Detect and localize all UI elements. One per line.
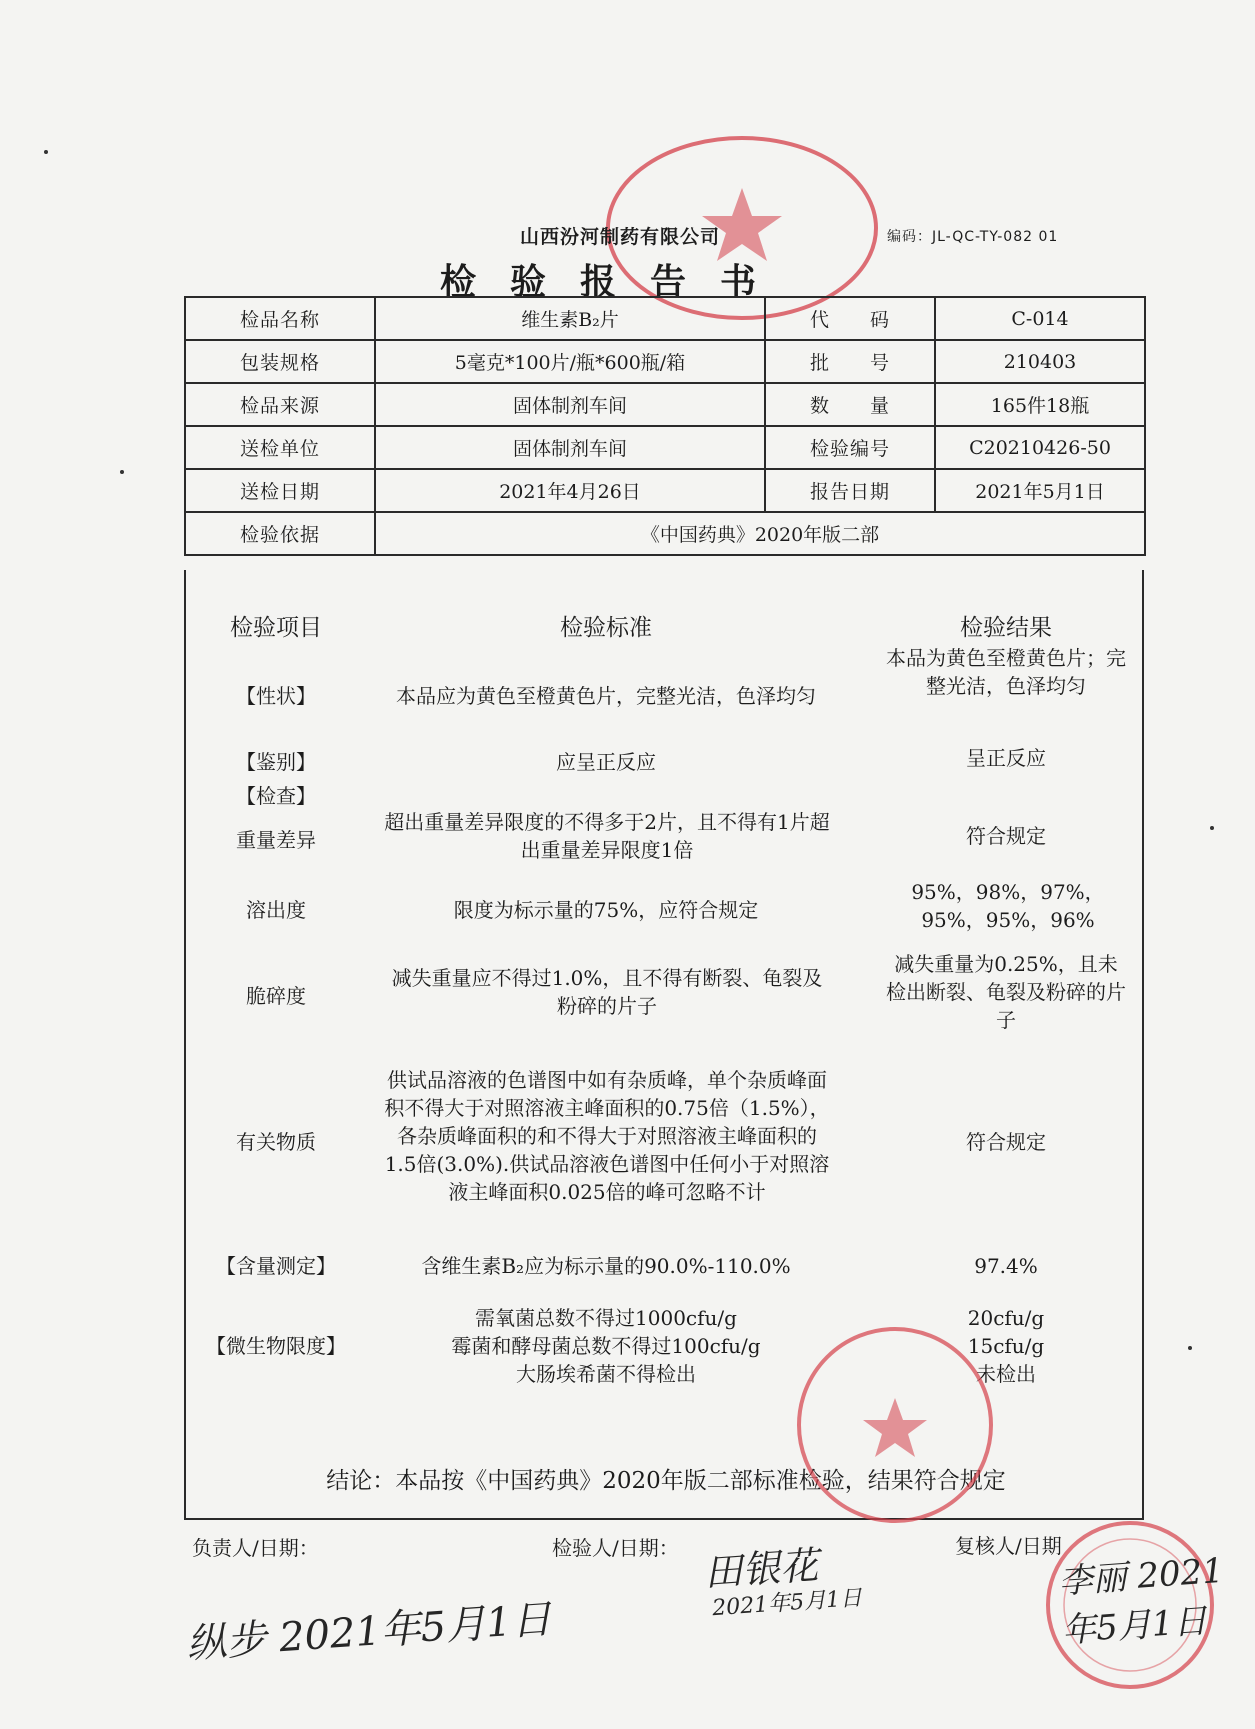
standard-appearance: 本品应为黄色至橙黄色片，完整光洁，色泽均匀 (396, 684, 816, 708)
info-value: 固体制剂车间 (375, 426, 765, 469)
item-microbial-limit: 【微生物限度】 (206, 1334, 346, 1358)
info-value: 5毫克*100片/瓶*600瓶/箱 (375, 340, 765, 383)
conclusion: 结论：本品按《中国药典》2020年版二部标准检验，结果符合规定 (326, 1468, 1006, 1494)
inspector-date: 2021年5月1日 (711, 1585, 863, 1622)
result-weight-variation: 符合规定 (966, 824, 1046, 848)
reviewer-label: 复核人/日期 (955, 1534, 1062, 1558)
standard-microbial-ecoli: 大肠埃希菌不得检出 (516, 1362, 696, 1386)
item-assay: 【含量测定】 (216, 1254, 336, 1278)
reviewer-signature: 李丽 2021年5月1日 (1057, 1550, 1226, 1652)
result-dissolution: 95%，98%，97%，95%，95%，96% (911, 880, 1105, 932)
item-friability: 脆碎度 (246, 984, 306, 1008)
standard-dissolution: 限度为标示量的75%，应符合规定 (453, 898, 759, 922)
inspector-label: 检验人/日期： (552, 1536, 679, 1560)
result-friability: 减失重量为0.25%，且未检出断裂、龟裂及粉碎的片子 (886, 952, 1126, 1032)
result-microbial-ecoli: 未检出 (976, 1362, 1036, 1386)
column-header-standard: 检验标准 (560, 615, 652, 641)
scan-speck (44, 150, 48, 154)
info-row (185, 297, 1145, 340)
info-label: 检验编号 (765, 426, 935, 469)
info-label: 数 量 (765, 383, 935, 426)
info-row (185, 340, 1145, 383)
info-value: 固体制剂车间 (375, 383, 765, 426)
result-identification: 呈正反应 (966, 746, 1046, 770)
info-label: 批 号 (765, 340, 935, 383)
item-checks: 【检查】 (236, 784, 316, 808)
info-value: 2021年5月1日 (935, 469, 1145, 512)
info-value: 210403 (935, 340, 1145, 383)
info-label: 送检日期 (185, 469, 375, 512)
info-row-basis (185, 512, 1145, 555)
info-label: 包装规格 (185, 340, 375, 383)
standard-microbial-yeast: 霉菌和酵母菌总数不得过100cfu/g (451, 1334, 761, 1358)
scan-speck (1188, 1346, 1192, 1350)
item-dissolution: 溶出度 (246, 898, 306, 922)
info-row (185, 383, 1145, 426)
document-code: 编码：JL-QC-TY-082 01 (887, 229, 1059, 245)
responsible-signature: 纵步 2021年5月1日 (185, 1596, 553, 1668)
basis-value: 《中国药典》2020年版二部 (375, 512, 1145, 555)
company-name: 山西汾河制药有限公司 (520, 226, 721, 248)
info-value: C20210426-50 (935, 426, 1145, 469)
scan-speck (120, 470, 124, 474)
item-identification: 【鉴别】 (236, 750, 316, 774)
info-value: 2021年4月26日 (375, 469, 765, 512)
result-microbial-aerobic: 20cfu/g (967, 1306, 1045, 1330)
standard-microbial-aerobic: 需氧菌总数不得过1000cfu/g (475, 1306, 737, 1330)
item-related-substances: 有关物质 (236, 1130, 316, 1154)
partner-stamp (790, 1320, 1000, 1530)
sample-info-table (184, 296, 1146, 556)
column-header-result: 检验结果 (960, 615, 1052, 641)
responsible-label: 负责人/日期： (192, 1536, 319, 1560)
info-row (185, 426, 1145, 469)
info-label: 代 码 (765, 297, 935, 340)
inspector-signature: 田银花 (702, 1543, 820, 1595)
result-related-substances: 符合规定 (966, 1130, 1046, 1154)
info-label: 报告日期 (765, 469, 935, 512)
info-value: 165件18瓶 (935, 383, 1145, 426)
item-appearance: 【性状】 (236, 684, 316, 708)
results-section (184, 570, 1144, 1520)
result-assay: 97.4% (974, 1254, 1038, 1278)
info-row (185, 469, 1145, 512)
standard-identification: 应呈正反应 (556, 750, 656, 774)
info-value: C-014 (935, 297, 1145, 340)
item-weight-variation: 重量差异 (236, 828, 316, 852)
standard-assay: 含维生素B₂应为标示量的90.0%-110.0% (421, 1254, 791, 1278)
basis-label: 检验依据 (185, 512, 375, 555)
result-appearance: 本品为黄色至橙黄色片；完整光洁，色泽均匀 (886, 646, 1126, 698)
info-value: 维生素B₂片 (375, 297, 765, 340)
report-title: 检验报告书 (440, 262, 791, 303)
scan-speck (1210, 826, 1214, 830)
result-microbial-yeast: 15cfu/g (967, 1334, 1045, 1358)
info-label: 送检单位 (185, 426, 375, 469)
info-label: 检品名称 (185, 297, 375, 340)
column-header-item: 检验项目 (230, 615, 322, 641)
info-label: 检品来源 (185, 383, 375, 426)
standard-friability: 减失重量应不得过1.0%，且不得有断裂、龟裂及粉碎的片子 (391, 966, 823, 1018)
standard-related-substances: 供试品溶液的色谱图中如有杂质峰，单个杂质峰面积不得大于对照溶液主峰面积的0.75倍（1.5%），各杂质峰面积的和不得大于对照溶液主峰面积的1.5倍(3.0%).供试品溶液色谱图中任何小于对照溶液主峰面积0.025倍的峰可忽略不计 (384, 1068, 830, 1204)
standard-weight-variation: 超出重量差异限度的不得多于2片，且不得有1片超出重量差异限度1倍 (384, 810, 830, 862)
